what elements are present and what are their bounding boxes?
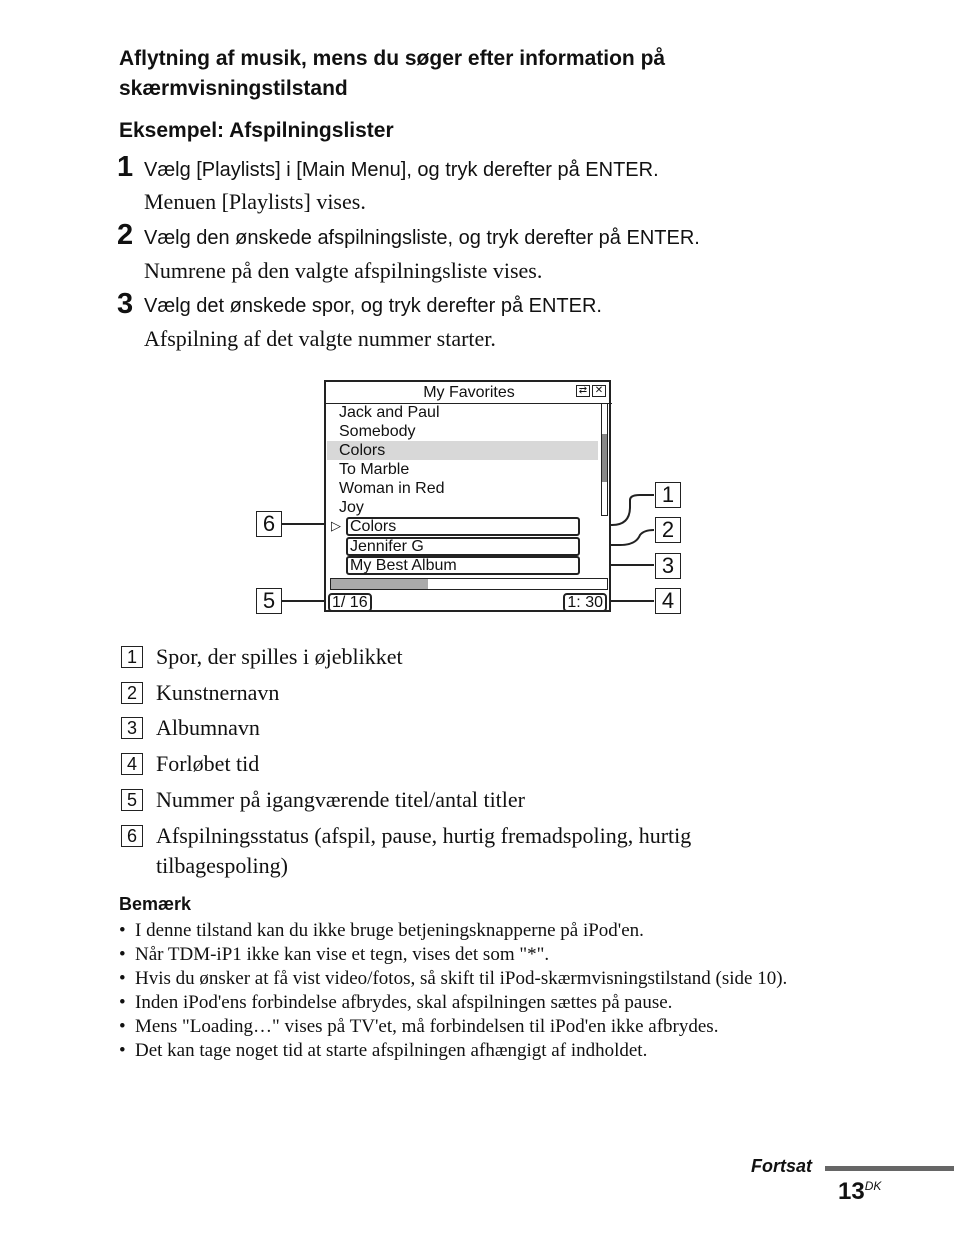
step-number-2: 2	[117, 219, 134, 251]
list-item[interactable]: Joy	[339, 499, 364, 516]
note-item: • Mens "Loading…" vises på TV'et, må forbindelsen til iPod'en ikke afbrydes.	[119, 1015, 799, 1039]
legend-text-1: Spor, der spilles i øjeblikket	[156, 644, 403, 669]
step-instruction-3: Vælg det ønskede spor, og tryk derefter på ENTER.	[144, 295, 602, 317]
legend-text-3: Albumnavn	[156, 715, 260, 740]
note-heading: Bemærk	[119, 894, 192, 914]
callout-4: 4	[655, 588, 681, 614]
section-heading: Aflytning af musik, mens du søger efter information på skærmvisningstilstand	[119, 47, 666, 100]
step-result-2: Numrene på den valgte afspilningsliste vises.	[144, 258, 543, 283]
ipod-screen-figure	[324, 380, 611, 612]
legend-number-2: 2	[121, 682, 143, 704]
step-instruction-1: Vælg [Playlists] i [Main Menu], og tryk derefter på ENTER.	[144, 159, 659, 181]
continued-bar	[825, 1166, 954, 1171]
note-item: • Hvis du ønsker at få vist video/fotos, så skift til iPod-skærmvisningstilstand (side 10).	[119, 967, 799, 991]
mode-icons	[576, 385, 606, 397]
callout-1: 1	[655, 482, 681, 508]
legend-text-2: Kunstnernavn	[156, 680, 280, 705]
legend-number-3: 3	[121, 717, 143, 739]
playlist-scrollbar[interactable]	[601, 403, 608, 516]
step-number-3: 3	[117, 288, 134, 320]
legend-number-6: 6	[121, 825, 143, 847]
list-item[interactable]: To Marble	[339, 461, 410, 478]
list-item[interactable]: Jack and Paul	[339, 404, 440, 421]
page-number-suffix: DK	[864, 1179, 882, 1193]
legend-text-5: Nummer på igangværende titel/antal titler	[156, 787, 525, 812]
legend-number-5: 5	[121, 789, 143, 811]
callout-6: 6	[256, 511, 282, 537]
page-number-value: 13	[838, 1178, 865, 1205]
shuffle-icon: ✕	[592, 385, 606, 397]
now-playing-artist: Jennifer G	[346, 537, 580, 556]
list-item[interactable]: Somebody	[339, 423, 416, 440]
note-list	[119, 919, 799, 1063]
page-number	[838, 1178, 881, 1206]
now-playing-album: My Best Album	[346, 556, 580, 575]
scrollbar-thumb[interactable]	[602, 434, 607, 482]
now-playing-track: Colors	[346, 517, 580, 536]
list-item[interactable]: Woman in Red	[339, 480, 445, 497]
callout-3: 3	[655, 553, 681, 579]
progress-bar	[330, 578, 608, 590]
note-item: • Når TDM-iP1 ikke kan vise et tegn, vises det som "*".	[119, 943, 799, 967]
list-item-selected[interactable]: Colors	[327, 441, 598, 460]
continued-label: Fortsat	[751, 1156, 813, 1176]
step-result-3: Afspilning af det valgte nummer starter.	[144, 326, 496, 351]
callout-2: 2	[655, 517, 681, 543]
legend-text-4: Forløbet tid	[156, 751, 260, 776]
legend-number-1: 1	[121, 646, 143, 668]
progress-fill	[331, 579, 428, 589]
repeat-icon: ⇄	[576, 385, 590, 397]
callout-5: 5	[256, 588, 282, 614]
elapsed-time: 1: 30	[563, 593, 607, 612]
example-subheading: Eksempel: Afspilningslister	[119, 119, 394, 142]
playlist-title: My Favorites	[326, 382, 612, 404]
note-item: • Inden iPod'ens forbindelse afbrydes, skal afspilningen sættes på pause.	[119, 991, 799, 1015]
step-number-1: 1	[117, 151, 134, 183]
step-instruction-2: Vælg den ønskede afspilningsliste, og tryk derefter på ENTER.	[144, 227, 700, 249]
legend-number-4: 4	[121, 753, 143, 775]
legend-text-6: Afspilningsstatus (afspil, pause, hurtig fremadspoling, hurtig tilbagespoling)	[156, 823, 692, 878]
step-result-1: Menuen [Playlists] vises.	[144, 189, 366, 214]
track-count: 1/ 16	[328, 593, 372, 612]
note-item: • I denne tilstand kan du ikke bruge betjeningsknapperne på iPod'en.	[119, 919, 799, 943]
play-status-icon: ▷	[331, 518, 341, 533]
note-item: • Det kan tage noget tid at starte afspilningen afhængigt af indholdet.	[119, 1039, 799, 1063]
